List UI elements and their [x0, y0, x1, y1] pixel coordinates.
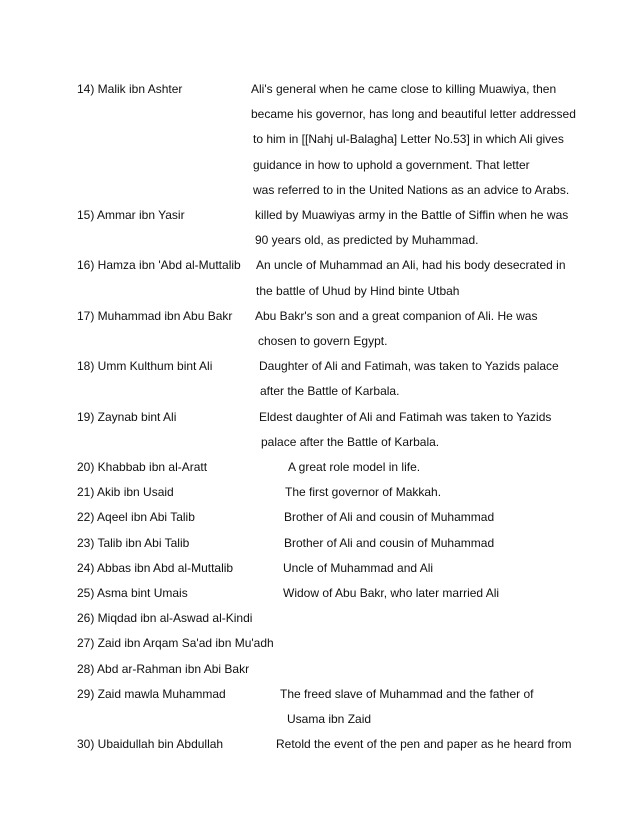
entry-description-line: was referred to in the United Nations as an advice to Arabs. — [253, 182, 570, 197]
entry-description-line: The first governor of Makkah. — [285, 485, 442, 500]
entry-name: 24) Abbas ibn Abd al-Muttalib — [77, 560, 234, 575]
entry-name: 30) Ubaidullah bin Abdullah — [77, 737, 224, 752]
entry-description-line: guidance in how to uphold a government. That letter — [253, 157, 530, 172]
entry-description-line: palace after the Battle of Karbala. — [261, 434, 440, 449]
entry-name: 20) Khabbab ibn al-Aratt — [77, 460, 208, 474]
entry-name: 17) Muhammad ibn Abu Bakr — [77, 308, 233, 323]
entry-description-line: Abu Bakr's son and a great companion of Ali. He was — [255, 308, 538, 323]
entry-name: 28) Abd ar-Rahman ibn Abi Bakr — [77, 661, 250, 676]
entry-description-line: Daughter of Ali and Fatimah, was taken to Yazids palace — [259, 359, 559, 374]
entry-name: 14) Malik ibn Ashter — [77, 82, 183, 96]
entry-description-line: to him in [[Nahj ul-Balagha] Letter No.53] in which Ali gives — [253, 132, 564, 147]
entry-description-line: Brother of Ali and cousin of Muhammad — [284, 510, 495, 525]
entry-description-line: The freed slave of Muhammad and the father of — [280, 686, 534, 701]
entry-description-line: Eldest daughter of Ali and Fatimah was taken to Yazids — [259, 409, 552, 424]
entry-name: 16) Hamza ibn 'Abd al-Muttalib — [77, 258, 241, 273]
entry-description-line: Brother of Ali and cousin of Muhammad — [284, 535, 495, 550]
entry-description-line: Uncle of Muhammad and Ali — [283, 560, 434, 575]
entry-name: 19) Zaynab bint Ali — [77, 409, 177, 424]
entry-name: 23) Talib ibn Abi Talib — [77, 535, 190, 550]
entry-name: 22) Aqeel ibn Abi Talib — [77, 510, 195, 525]
entry-description-line: the battle of Uhud by Hind binte Utbah — [256, 283, 460, 298]
entry-name: 15) Ammar ibn Yasir — [77, 208, 185, 222]
entry-name: 26) Miqdad ibn al-Aswad al-Kindi — [77, 611, 253, 626]
entry-name: 29) Zaid mawla Muhammad — [77, 686, 226, 701]
entry-name: 25) Asma bint Umais — [77, 586, 188, 600]
entry-description-line: Retold the event of the pen and paper as he heard from — [276, 737, 572, 752]
entry-description-line: An uncle of Muhammad an Ali, had his body desecrated in — [256, 258, 566, 273]
entry-description-line: after the Battle of Karbala. — [260, 384, 400, 399]
entry-name: 27) Zaid ibn Arqam Sa'ad ibn Mu'adh — [77, 636, 274, 651]
entry-description-line: Widow of Abu Bakr, who later married Ali — [283, 586, 500, 600]
entry-description-line: 90 years old, as predicted by Muhammad. — [255, 233, 479, 248]
entry-name: 18) Umm Kulthum bint Ali — [77, 359, 213, 374]
entry-description-line: became his governor, has long and beautiful letter addressed — [251, 107, 576, 122]
entry-description-line: Ali's general when he came close to killing Muawiya, then — [251, 82, 557, 96]
entry-name: 21) Akib ibn Usaid — [77, 485, 174, 500]
entry-description-line: Usama ibn Zaid — [287, 712, 372, 726]
entry-description-line: killed by Muawiyas army in the Battle of Siffin when he was — [255, 208, 569, 222]
entry-description-line: chosen to govern Egypt. — [258, 334, 388, 348]
entry-description-line: A great role model in life. — [288, 460, 421, 474]
